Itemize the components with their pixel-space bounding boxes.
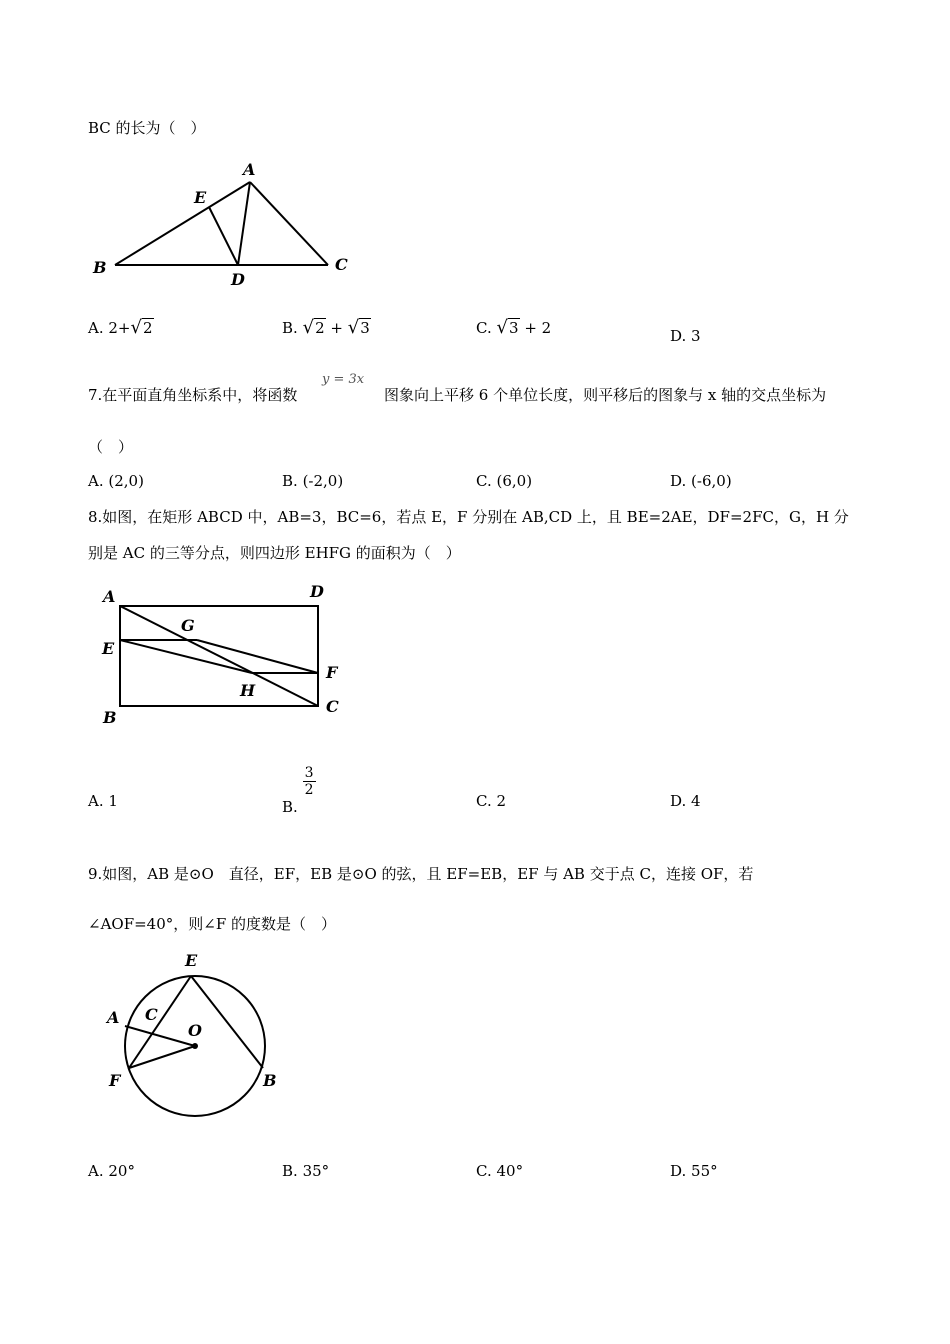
option-text: 4 [691, 792, 701, 810]
option-text: 2 [496, 792, 507, 810]
label-A: A [103, 587, 116, 606]
option-text: 55° [691, 1162, 718, 1180]
q9-option-a[interactable] [88, 1161, 135, 1181]
segment-EH [120, 640, 252, 673]
option-text: 3 [691, 327, 701, 345]
label-C: C [145, 1005, 158, 1024]
option-text: 35° [302, 1162, 330, 1180]
segment-GF [197, 640, 318, 673]
sqrt-expression: √2 [130, 317, 153, 338]
q7-option-d[interactable] [670, 471, 732, 491]
diagonal-AC [120, 606, 318, 706]
q8-option-b[interactable] [282, 765, 316, 816]
option-letter: A. [88, 472, 104, 490]
radicand: 2 [315, 319, 325, 337]
q9-line1: 9.如图，AB 是⊙O 直径，EF，EB 是⊙O 的弦，且 EF=EB，EF 与 AB 交于点 C，连接 OF，若 [88, 865, 754, 883]
chord-EF [129, 976, 191, 1068]
label-E: E [102, 639, 115, 658]
option-text: (2,0) [108, 472, 144, 490]
option-text: 1 [108, 792, 118, 810]
segment-AC [250, 182, 328, 265]
option-letter: D. [670, 1162, 687, 1180]
q7-option-c[interactable] [476, 471, 532, 491]
label-B: B [103, 708, 117, 727]
q8-rectangle-figure [95, 580, 355, 730]
option-letter: B. [282, 472, 298, 490]
label-H: H [240, 681, 256, 700]
label-D: D [231, 270, 245, 289]
radicand: 3 [508, 319, 519, 337]
q6-option-b[interactable] [282, 318, 371, 338]
option-prefix: 2+ [108, 319, 131, 337]
sqrt-expression: √2 [302, 317, 325, 338]
label-B: B [263, 1071, 277, 1090]
option-letter: B. [282, 797, 298, 816]
fraction-numerator: 3 [304, 765, 314, 781]
option-letter: C. [476, 319, 492, 337]
q7-text-before: 7.在平面直角坐标系中，将函数 [88, 386, 298, 404]
label-G: G [181, 616, 195, 635]
q8-option-c[interactable] [476, 791, 506, 811]
option-text: (-6,0) [691, 472, 732, 490]
q9-circle-figure [95, 948, 295, 1128]
option-text: (6,0) [496, 472, 533, 490]
label-C: C [335, 255, 348, 274]
option-letter: D. [670, 792, 687, 810]
q8-line1: 8.如图，在矩形 ABCD 中，AB=3，BC=6，若点 E，F 分别在 AB,CD 上，且 BE=2AE，DF=2FC，G，H 分 [88, 508, 849, 526]
q9-option-b[interactable] [282, 1161, 329, 1181]
q9-option-c[interactable] [476, 1161, 523, 1181]
q8-option-a[interactable] [88, 791, 118, 811]
option-letter: C. [476, 472, 492, 490]
q7-option-b[interactable] [282, 471, 343, 491]
fraction-denominator: 2 [304, 782, 314, 798]
segment-ED [209, 207, 238, 265]
segment-AD [238, 182, 250, 265]
option-text: 20° [108, 1162, 135, 1180]
q7-formula: y = 3x [322, 372, 365, 387]
q8-option-d[interactable] [670, 791, 701, 811]
q6-option-c[interactable] [476, 318, 551, 338]
option-text: (-2,0) [302, 472, 344, 490]
q9-line2: ∠AOF=40°，则∠F 的度数是（ ） [88, 915, 337, 933]
q8-line2: 别是 AC 的三等分点，则四边形 EHFG 的面积为（ ） [88, 544, 461, 562]
option-letter: C. [476, 1162, 492, 1180]
q7-paren: （ ） [88, 438, 134, 456]
q6-option-a[interactable] [88, 318, 154, 338]
sqrt-expression: √3 [347, 317, 370, 338]
option-letter: D. [670, 472, 687, 490]
q9-option-d[interactable] [670, 1161, 718, 1181]
label-B: B [93, 258, 107, 277]
fraction [303, 765, 316, 798]
option-letter: A. [88, 792, 104, 810]
q7-option-a[interactable] [88, 471, 144, 491]
q6-triangle-figure [88, 155, 368, 290]
segment-FO [129, 1046, 195, 1068]
segment-BA [115, 182, 250, 265]
option-letter: D. [670, 327, 687, 345]
label-F: F [326, 663, 338, 682]
segment-AO [125, 1026, 195, 1046]
option-letter: A. [88, 319, 104, 337]
q6-stem-tail: BC 的长为（ ） [88, 119, 206, 137]
sqrt-expression: √3 [496, 317, 519, 338]
radicand: 3 [360, 319, 370, 337]
label-O: O [188, 1021, 202, 1040]
option-suffix: + 2 [524, 319, 552, 337]
label-A: A [107, 1008, 120, 1027]
label-E: E [194, 188, 207, 207]
q6-option-d[interactable] [670, 326, 701, 346]
center-point-O [192, 1043, 198, 1049]
label-D: D [310, 582, 324, 601]
q7-text-after: 图象向上平移 6 个单位长度，则平移后的图象与 x 轴的交点坐标为 [384, 386, 827, 404]
option-letter: C. [476, 792, 492, 810]
option-letter: B. [282, 1162, 298, 1180]
label-F: F [109, 1071, 121, 1090]
option-letter: B. [282, 319, 298, 337]
label-A: A [243, 160, 256, 179]
label-C: C [326, 697, 339, 716]
option-letter: A. [88, 1162, 104, 1180]
radicand: 2 [143, 319, 153, 337]
label-E: E [185, 951, 198, 970]
plus-sign: + [330, 319, 343, 337]
option-text: 40° [496, 1162, 524, 1180]
